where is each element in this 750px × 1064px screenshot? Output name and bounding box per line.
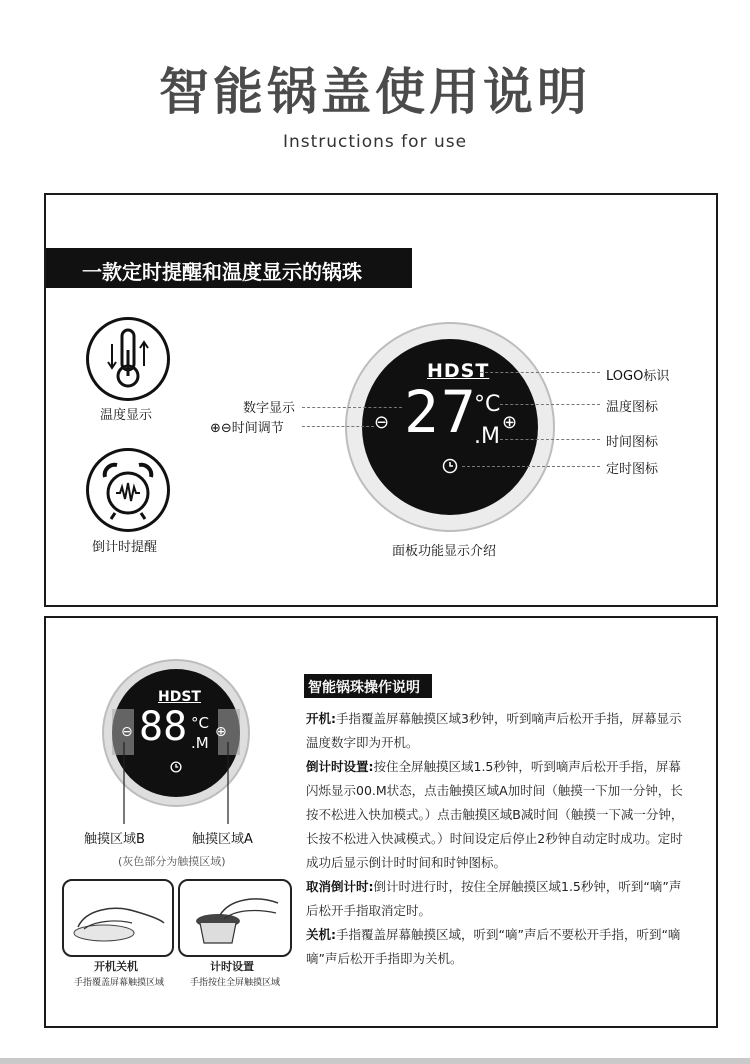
plus-button-small[interactable]: ⊕ — [215, 724, 227, 740]
display-digits-small: 88 — [139, 704, 188, 750]
ops-item-text: 手指覆盖屏幕触摸区域3秒钟，听到嘀声后松开手指，屏幕显示温度数字即为开机。 — [306, 711, 682, 750]
ops-item-head: 倒计时设置: — [306, 759, 374, 774]
temp-unit-icon-small: °C — [191, 714, 209, 732]
touch-zone-b-label: 触摸区域B — [84, 832, 145, 847]
callout-timer-icon: 定时图标 — [606, 462, 659, 477]
section-banner-text: 一款定时提醒和温度显示的锅珠 — [82, 260, 362, 284]
callout-digital-display: 数字显示 — [243, 401, 296, 416]
page-subtitle: Instructions for use — [282, 132, 468, 152]
touch-pointer-lines — [100, 740, 260, 830]
ops-item-power-off — [306, 923, 690, 971]
callout-line-digital — [302, 407, 402, 408]
callout-line-temp — [500, 404, 600, 405]
callout-line-adjust — [302, 426, 374, 427]
hand1-subtitle: 手指覆盖屏幕触摸区域 — [74, 978, 165, 988]
callout-temp-icon: 温度图标 — [606, 400, 659, 415]
feature-countdown-label: 倒计时提醒 — [92, 540, 158, 555]
brand-logo: HDST — [427, 360, 490, 382]
timer-icon — [442, 458, 458, 478]
ops-item-power-on — [306, 707, 690, 755]
callout-time-adjust: ⊕⊖时间调节 — [210, 421, 284, 436]
temp-unit-icon: °C — [474, 392, 501, 417]
hand2-subtitle: 手指按住全屏触摸区域 — [190, 978, 281, 988]
ops-item-text: 手指覆盖屏幕触摸区域，听到“嘀”声后不要松开手指，听到“嘀嘀”声后松开手指即为关机。 — [306, 927, 681, 966]
alarm-clock-icon — [86, 448, 170, 532]
ops-item-cancel — [306, 875, 690, 923]
time-unit-icon: .M — [474, 424, 500, 449]
callout-line-timer — [462, 466, 600, 467]
ops-item-text: 按住全屏触摸区域1.5秒钟，听到嘀声后松开手指，屏幕闪烁显示00.M状态，点击触摸区域A加时间（触摸一下加一分钟，长按不松进入快加模式。）点击触摸区域B减时间（触摸一下减一分钟，长按不松进入快减模式。）时间设定后停止2秒钟自动定时成功。定时成功后显示倒计时时间和时钟图标。 — [306, 759, 684, 870]
panel-caption: 面板功能显示介绍 — [392, 544, 497, 559]
hand1-title: 开机关机 — [94, 960, 138, 973]
bottom-divider — [0, 1058, 750, 1064]
callout-line-time — [500, 439, 600, 440]
ops-item-head: 取消倒计时: — [306, 879, 374, 894]
display-digits: 27 — [404, 378, 478, 446]
time-unit-icon-small: .M — [191, 734, 209, 752]
plus-button[interactable]: ⊕ — [502, 412, 518, 433]
hand2-title: 计时设置 — [210, 960, 254, 973]
ops-item-head: 关机: — [306, 927, 336, 942]
page-title: 智能锅盖使用说明 — [159, 63, 591, 121]
callout-time-icon: 时间图标 — [606, 435, 659, 450]
hand-illustration-power — [62, 879, 174, 957]
touch-zone-a-label: 触摸区域A — [192, 832, 253, 847]
touch-zone-note: (灰色部分为触摸区域) — [118, 855, 226, 868]
callout-logo: LOGO标识 — [606, 369, 670, 384]
callout-line-logo — [480, 372, 600, 373]
minus-button[interactable]: ⊖ — [374, 412, 390, 433]
hand-illustration-timer — [178, 879, 292, 957]
ops-item-text: 倒计时进行时，按住全屏触摸区域1.5秒钟，听到“嘀”声后松开手指取消定时。 — [306, 879, 682, 918]
brand-logo-small: HDST — [158, 689, 201, 705]
ops-title: 智能锅珠操作说明 — [308, 680, 420, 696]
minus-button-small[interactable]: ⊖ — [121, 724, 133, 740]
ops-item-countdown — [306, 755, 690, 875]
ops-item-head: 开机: — [306, 711, 336, 726]
thermometer-icon — [86, 317, 170, 401]
ops-list — [306, 707, 690, 971]
feature-temp-label: 温度显示 — [100, 408, 153, 423]
